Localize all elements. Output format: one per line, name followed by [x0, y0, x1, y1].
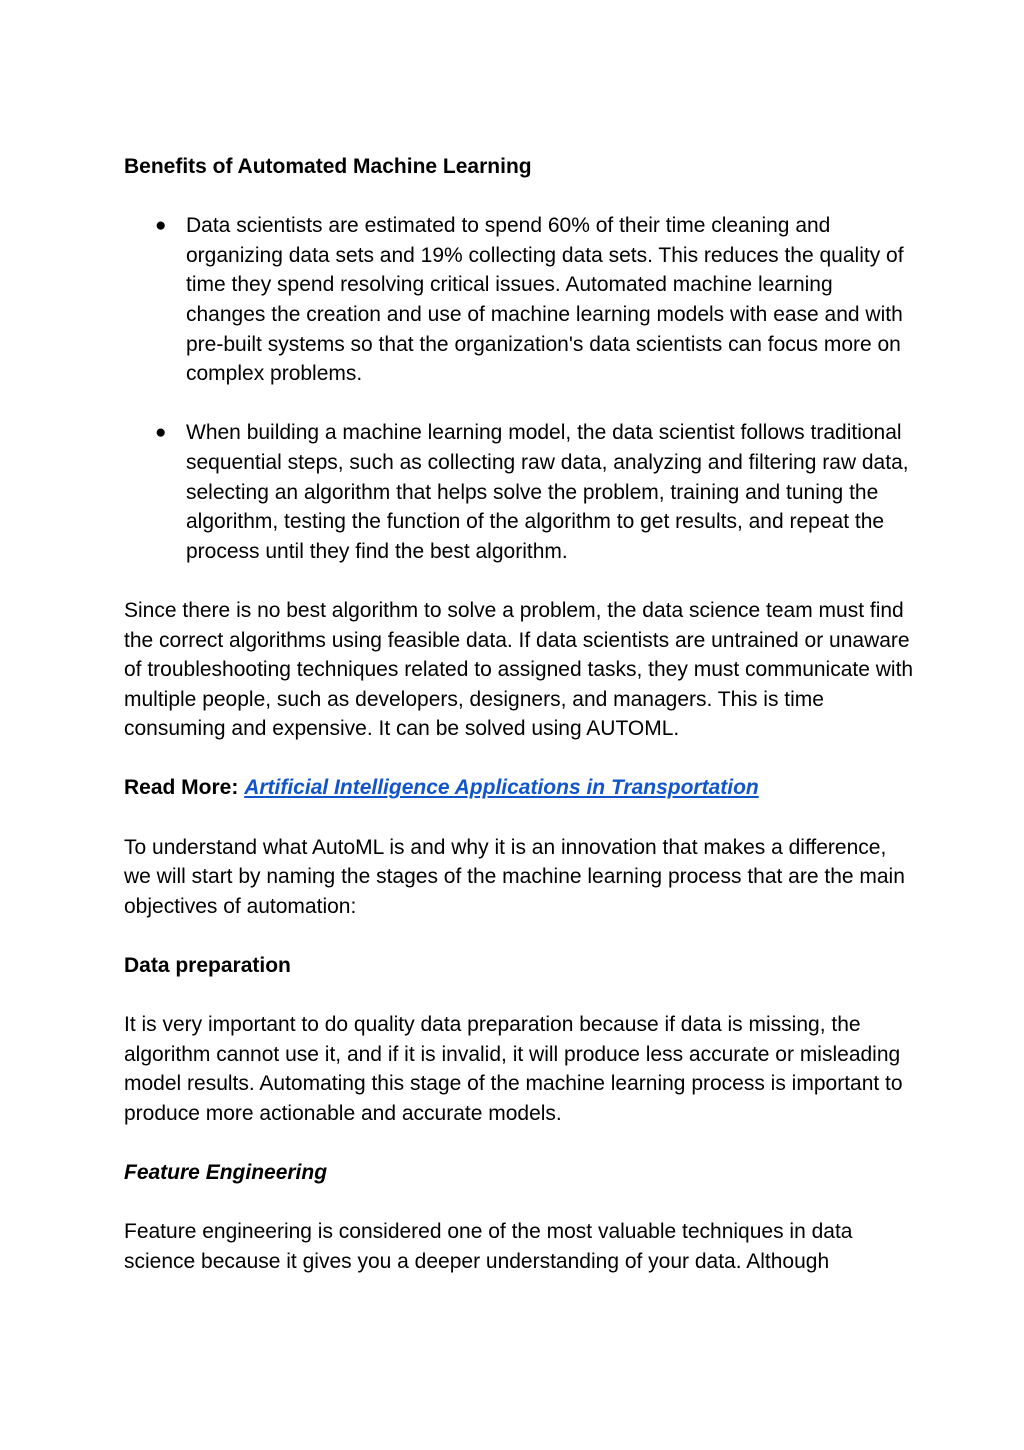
spacer: [124, 1129, 914, 1159]
read-more-line: [124, 773, 914, 803]
spacer: [124, 566, 914, 596]
list-item: [124, 418, 914, 566]
spacer: [124, 389, 914, 419]
paragraph-automl: Since there is no best algorithm to solve a problem, the data science team must find the correct algorithms using feasible data. If data scientists are untrained or unaware of troubleshooting techniques related to assigned tasks, they must communicate with multiple people, such as developers, designers, and managers. This is time consuming and expensive. It can be solved using AUTOML.: [124, 598, 914, 741]
bullet-icon: ●: [155, 215, 167, 237]
list-item: [124, 211, 914, 389]
spacer: [124, 803, 914, 833]
document-body: [124, 152, 914, 1277]
spacer: [124, 1188, 914, 1218]
spacer: [124, 182, 914, 212]
heading-benefits: Benefits of Automated Machine Learning: [124, 155, 532, 178]
benefits-list: [124, 211, 914, 566]
spacer: [124, 744, 914, 774]
read-more-label: Read More:: [124, 776, 245, 800]
heading-feature-engineering: Feature Engineering: [124, 1161, 328, 1185]
paragraph-feature-engineering: Feature engineering is considered one of the most valuable techniques in data science because it gives you a deeper understanding of your data. Although: [124, 1220, 853, 1273]
spacer: [124, 981, 914, 1011]
list-item-text: When building a machine learning model, the data scientist follows traditional sequential steps, such as collecting raw data, analyzing and filtering raw data, selecting an algorithm that helps solve the problem, training and tuning the algorithm, testing the function of the algorithm to get results, and repeat the process until they find the best algorithm.: [186, 421, 909, 563]
paragraph-data-preparation: It is very important to do quality data preparation because if data is missing, the algorithm cannot use it, and if it is invalid, it will produce less accurate or misleading model results. Automating this stage of the machine learning process is important to produce more actionable and accurate models.: [124, 1013, 903, 1125]
paragraph-intro: To understand what AutoML is and why it is an innovation that makes a difference, we will start by naming the stages of the machine learning process that are the main objectives of automation:: [124, 835, 905, 918]
spacer: [124, 921, 914, 951]
bullet-icon: ●: [155, 422, 167, 444]
read-more-link[interactable]: Artificial Intelligence Applications in Transportation: [244, 776, 759, 800]
heading-data-preparation: Data preparation: [124, 954, 291, 978]
list-item-text: Data scientists are estimated to spend 60% of their time cleaning and organizing data sets and 19% collecting data sets. This reduces the quality of time they spend resolving critical issues. Automated machine learning changes the creation and use of machine learning models with ease and with pre-built systems so that the organization's data scientists can focus more on complex problems.: [186, 214, 904, 386]
